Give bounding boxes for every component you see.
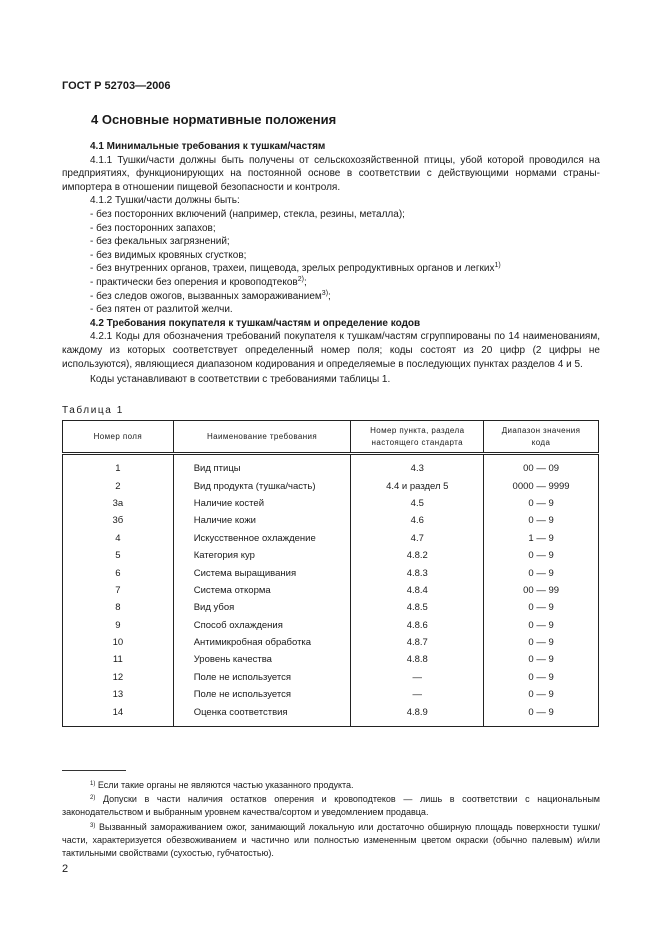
table-caption: Таблица 1 — [62, 405, 124, 416]
footnote-ref: 2) — [297, 275, 304, 283]
cell-clause-number: 4.8.2 — [351, 547, 484, 564]
page-number: 2 — [62, 863, 69, 875]
table-row — [63, 495, 599, 512]
cell-requirement-name: Способ охлаждения — [173, 617, 351, 634]
list-item: - без пятен от разлитой желчи. — [90, 304, 233, 316]
list-item-text: - без следов ожогов, вызванных замораживанием — [90, 290, 322, 302]
cell-requirement-name: Поле не используется — [173, 669, 351, 686]
cell-requirement-name: Наличие костей — [173, 495, 351, 512]
cell-requirement-name: Вид птицы — [173, 454, 351, 478]
cell-code-range: 0 — 9 — [484, 547, 599, 564]
cell-requirement-name: Антимикробная обработка — [173, 634, 351, 651]
cell-field-number: 7 — [63, 582, 174, 599]
table-header-row — [63, 421, 599, 454]
footnote-3 — [62, 821, 600, 861]
footnote-ref: 1) — [494, 262, 501, 270]
cell-code-range: 0 — 9 — [484, 617, 599, 634]
cell-clause-number: 4.8.9 — [351, 703, 484, 726]
cell-clause-number: 4.8.4 — [351, 582, 484, 599]
header-requirement-name: Наименование требования — [173, 421, 351, 454]
cell-clause-number: — — [351, 686, 484, 703]
cell-field-number: 2 — [63, 477, 174, 494]
list-item-with-footnote — [62, 276, 600, 290]
cell-clause-number: 4.8.7 — [351, 634, 484, 651]
cell-requirement-name: Наличие кожи — [173, 512, 351, 529]
cell-field-number: 1 — [63, 454, 174, 478]
footnote-2 — [62, 793, 600, 819]
cell-clause-number: 4.8.8 — [351, 651, 484, 668]
cell-requirement-name: Категория кур — [173, 547, 351, 564]
table-row — [63, 454, 599, 478]
cell-code-range: 0 — 9 — [484, 599, 599, 616]
cell-clause-number: 4.8.6 — [351, 617, 484, 634]
table-row — [63, 617, 599, 634]
cell-code-range: 0 — 9 — [484, 651, 599, 668]
cell-clause-number: 4.7 — [351, 530, 484, 547]
requirements-table — [62, 420, 599, 727]
cell-clause-number: 4.5 — [351, 495, 484, 512]
cell-field-number: 13 — [63, 686, 174, 703]
cell-field-number: 6 — [63, 564, 174, 581]
cell-requirement-name: Система откорма — [173, 582, 351, 599]
cell-clause-number: 4.3 — [351, 454, 484, 478]
footnote-text: Допуски в части наличия остатков оперения и кровоподтеков — лишь в соответствии с национальным законодательством и выбранным уровнем качества/сортом и уведомлением продавца. — [62, 794, 600, 818]
list-item: - без видимых кровяных сгустков; — [90, 249, 247, 261]
cell-requirement-name: Система выращивания — [173, 564, 351, 581]
list-item-with-footnote — [62, 262, 600, 276]
paragraph-4-1-1: 4.1.1 Тушки/части должны быть получены от сельскохозяйственной птицы, убой которой проводился на предприятиях, функционирующих на постоянной основе в соответствии с действующими нормами страны-импортера в отношении пищевой безопасности и контроля. — [62, 154, 600, 193]
header-clause-number: Номер пункта, раздела настоящего стандарта — [351, 421, 484, 454]
subsection-4-1-title: 4.1 Минимальные требования к тушкам/частям — [90, 141, 326, 152]
table-row — [63, 547, 599, 564]
table-row — [63, 512, 599, 529]
footnote-1 — [62, 779, 600, 792]
table-row — [63, 703, 599, 726]
document-header: ГОСТ Р 52703—2006 — [62, 80, 171, 92]
cell-requirement-name: Оценка соответствия — [173, 703, 351, 726]
cell-code-range: 0 — 9 — [484, 703, 599, 726]
cell-code-range: 0 — 9 — [484, 686, 599, 703]
cell-field-number: 10 — [63, 634, 174, 651]
cell-field-number: 5 — [63, 547, 174, 564]
cell-code-range: 0000 — 9999 — [484, 477, 599, 494]
cell-clause-number: — — [351, 669, 484, 686]
header-field-number: Номер поля — [63, 421, 174, 454]
list-item-punct: ; — [328, 290, 331, 302]
table-row — [63, 530, 599, 547]
table-row — [63, 651, 599, 668]
table-row — [63, 669, 599, 686]
list-item-text: - без внутренних органов, трахеи, пищевода, зрелых репродуктивных органов и легких — [90, 263, 495, 275]
table-row — [63, 599, 599, 616]
cell-code-range: 1 — 9 — [484, 530, 599, 547]
cell-clause-number: 4.8.5 — [351, 599, 484, 616]
cell-field-number: 9 — [63, 617, 174, 634]
list-item: - без посторонних включений (например, стекла, резины, металла); — [90, 208, 405, 220]
header-code-range: Диапазон значения кода — [484, 421, 599, 454]
cell-requirement-name: Вид продукта (тушка/часть) — [173, 477, 351, 494]
cell-clause-number: 4.6 — [351, 512, 484, 529]
paragraph-codes: Коды устанавливают в соответствии с требованиями таблицы 1. — [90, 374, 391, 386]
footnote-text: Вызванный замораживанием ожог, занимающий локальную или достаточно обширную площадь поверхности тушки/части, характеризуется обезвоживанием и частично или полностью измененным цветом окраски (обычно палевым) и/или тактильными свойствами (сухостью, губчатостью). — [62, 821, 600, 859]
footnote-mark: 1) — [90, 781, 96, 787]
table-row — [63, 564, 599, 581]
cell-field-number: 12 — [63, 669, 174, 686]
section-body — [62, 140, 600, 387]
cell-code-range: 0 — 9 — [484, 512, 599, 529]
cell-field-number: 8 — [63, 599, 174, 616]
cell-code-range: 0 — 9 — [484, 669, 599, 686]
cell-field-number: 14 — [63, 703, 174, 726]
cell-field-number: 3а — [63, 495, 174, 512]
cell-field-number: 11 — [63, 651, 174, 668]
list-item-punct: ; — [303, 276, 307, 288]
cell-clause-number: 4.4 и раздел 5 — [351, 477, 484, 494]
cell-code-range: 00 — 09 — [484, 454, 599, 478]
section-title: 4 Основные нормативные положения — [91, 112, 337, 127]
table-body — [63, 454, 599, 727]
footnote-mark: 3) — [90, 822, 96, 829]
list-item: - без посторонних запахов; — [90, 222, 216, 234]
cell-requirement-name: Поле не используется — [173, 686, 351, 703]
footnote-ref: 3) — [321, 289, 329, 297]
cell-clause-number: 4.8.3 — [351, 564, 484, 581]
cell-requirement-name: Уровень качества — [173, 651, 351, 668]
footnote-mark: 2) — [90, 795, 96, 802]
table-row — [63, 686, 599, 703]
paragraph-4-1-2: 4.1.2 Тушки/части должны быть: — [90, 195, 240, 207]
table-row — [63, 582, 599, 599]
cell-field-number: 3б — [63, 512, 174, 529]
cell-code-range: 0 — 9 — [484, 495, 599, 512]
table-row — [63, 634, 599, 651]
cell-requirement-name: Искусственное охлаждение — [173, 530, 351, 547]
cell-code-range: 00 — 99 — [484, 582, 599, 599]
cell-requirement-name: Вид убоя — [173, 599, 351, 616]
cell-code-range: 0 — 9 — [484, 564, 599, 581]
footnotes — [62, 779, 600, 861]
footnote-separator — [62, 770, 126, 771]
table-row — [63, 477, 599, 494]
cell-field-number: 4 — [63, 530, 174, 547]
subsection-4-2-title: 4.2 Требования покупателя к тушкам/частям и определение кодов — [90, 317, 421, 329]
list-item: - без фекальных загрязнений; — [90, 236, 230, 248]
list-item-text: - практически без оперения и кровоподтеков — [90, 276, 298, 288]
cell-code-range: 0 — 9 — [484, 634, 599, 651]
footnote-text: Если такие органы не являются частью указанного продукта. — [97, 780, 354, 790]
paragraph-4-2-1: 4.2.1 Коды для обозначения требований покупателя к тушкам/частям сгруппированы по 14 наименованиям, каждому из которых соответствует определенный номер поля; коды состоят из 20 цифр (2 цифры не используются), являющиеся диапазоном кодирования и определяемые в последующих пунктах разделов 4 и 5. — [62, 331, 600, 370]
list-item-with-footnote — [62, 290, 600, 304]
